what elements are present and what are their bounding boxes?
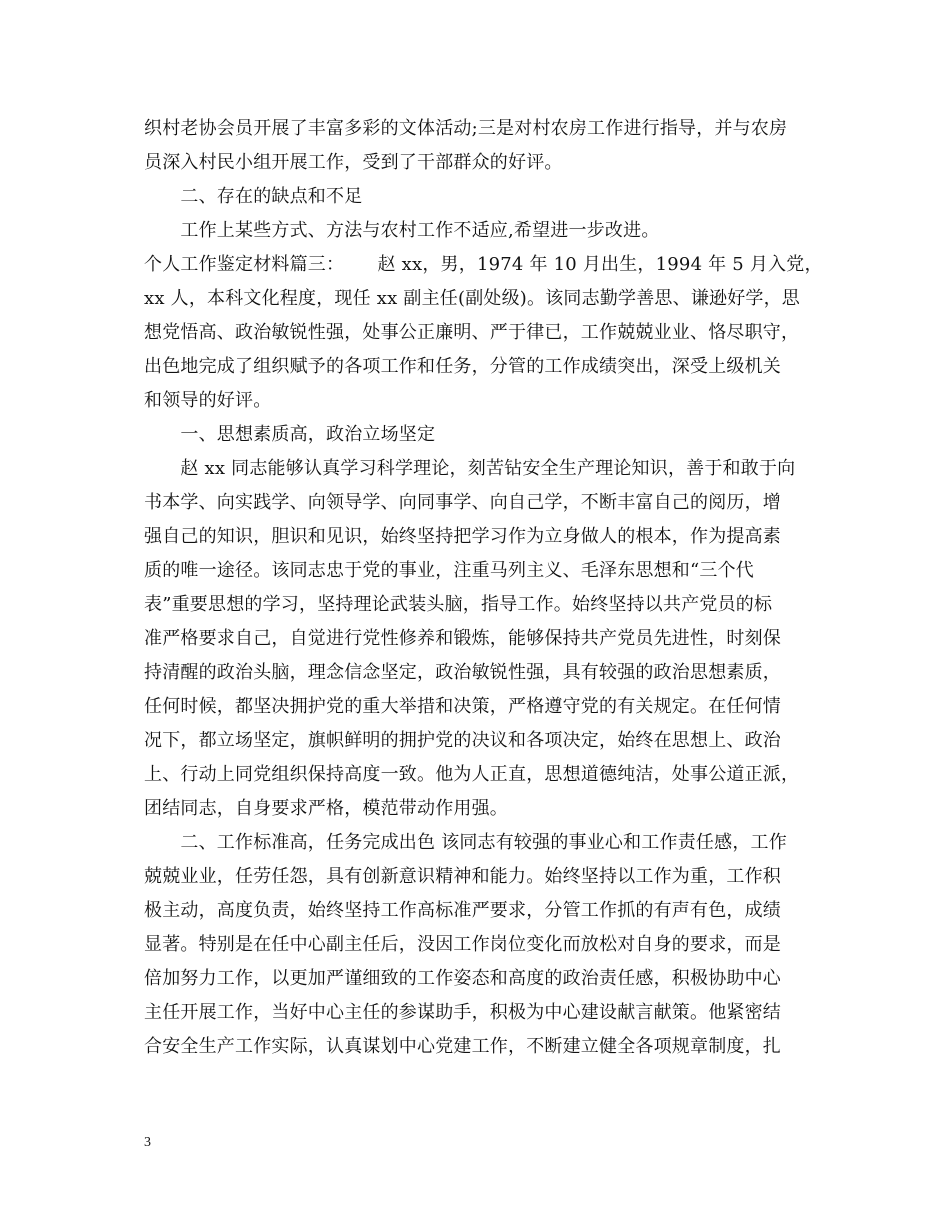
text-line: 团结同志，自身要求严格，模范带动作用强。: [144, 798, 508, 819]
text-line: 和领导的好评。: [144, 390, 272, 411]
text-line: 持清醒的政治头脑，理念信念坚定，政治敏锐性强，具有较强的政治思想素质，: [144, 662, 781, 683]
text-line: 任何时候，都坚决拥护党的重大举措和决策，严格遵守党的有关规定。在任何情: [144, 696, 781, 717]
text-line: xx 人，本科文化程度，现任 xx 副主任(副处级)。该同志勤学善思、谦逊好学，思: [144, 288, 801, 309]
text-line: 准严格要求自己，自觉进行党性修养和锻炼，能够保持共产党员先进性，时刻保: [144, 628, 781, 649]
text-line: 工作上某些方式、方法与农村工作不适应,希望进一步改进。: [144, 220, 660, 241]
document-body: [144, 112, 824, 1064]
text-line: 员深入村民小组开展工作，受到了干部群众的好评。: [144, 152, 563, 173]
text-line: 主任开展工作，当好中心主任的参谋助手，积极为中心建设献言献策。他紧密结: [144, 1002, 781, 1023]
text-line: 个人工作鉴定材料篇三： 赵 xx，男，1974 年 10 月出生，1994 年 5 月入党，: [144, 254, 823, 275]
text-line: 一、思想素质高，政治立场坚定: [144, 424, 436, 445]
text-line: 极主动，高度负责，始终坚持工作高标准严要求，分管工作抓的有声有色，成绩: [144, 900, 781, 921]
text-line: 倍加努力工作，以更加严谨细致的工作姿态和高度的政治责任感，积极协助中心: [144, 968, 781, 989]
text-line: 赵 xx 同志能够认真学习科学理论，刻苦钻安全生产理论知识，善于和敢于向: [144, 458, 796, 479]
text-line: 表”重要思想的学习，坚持理论武装头脑，指导工作。始终坚持以共产党员的标: [144, 594, 773, 615]
text-line: 织村老协会员开展了丰富多彩的文体活动;三是对村农房工作进行指导，并与农房: [144, 118, 788, 139]
text-line: 上、行动上同党组织保持高度一致。他为人正直，思想道德纯洁，处事公道正派，: [144, 764, 800, 785]
text-line: 出色地完成了组织赋予的各项工作和任务，分管的工作成绩突出，深受上级机关: [144, 356, 781, 377]
text-line: 显著。特别是在任中心副主任后，没因工作岗位变化而放松对自身的要求，而是: [144, 934, 781, 955]
text-line: 况下，都立场坚定，旗帜鲜明的拥护党的决议和各项决定，始终在思想上、政治: [144, 730, 781, 751]
text-line: 质的唯一途径。该同志忠于党的事业，注重马列主义、毛泽东思想和“三个代: [144, 560, 754, 581]
text-line: 书本学、向实践学、向领导学、向同事学、向自己学，不断丰富自己的阅历，增: [144, 492, 781, 513]
text-line: 二、存在的缺点和不足: [144, 186, 363, 207]
text-line: 二、工作标准高，任务完成出色 该同志有较强的事业心和工作责任感，工作: [144, 832, 787, 853]
text-line: 想党悟高、政治敏锐性强，处事公正廉明、严于律已，工作兢兢业业、恪尽职守，: [144, 322, 800, 343]
text-line: 兢兢业业，任劳任怨，具有创新意识精神和能力。始终坚持以工作为重，工作积: [144, 866, 781, 887]
text-line: 强自己的知识，胆识和见识，始终坚持把学习作为立身做人的根本，作为提高素: [144, 526, 781, 547]
page-number: 3: [144, 1135, 151, 1150]
text-line: 合安全生产工作实际，认真谋划中心党建工作，不断建立健全各项规章制度，扎: [144, 1036, 781, 1057]
